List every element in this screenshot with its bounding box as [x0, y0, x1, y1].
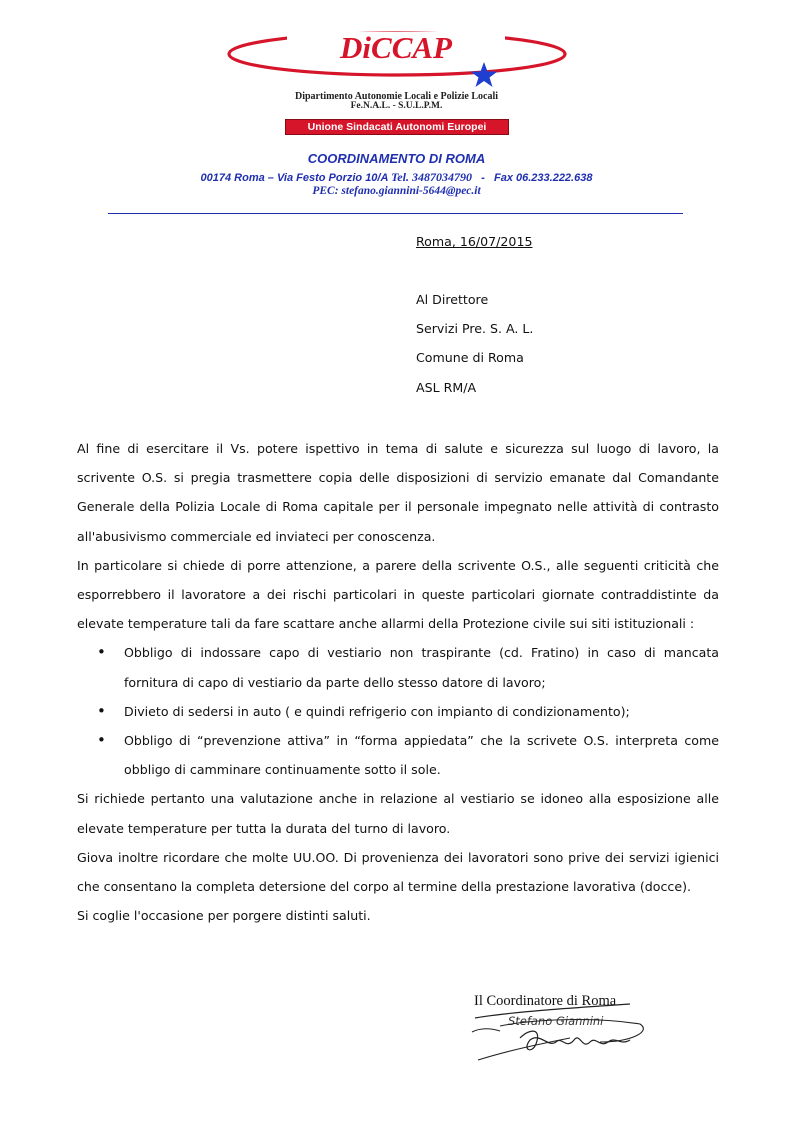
list-item-text: Divieto di sedersi in auto ( e quindi refrigerio con impianto di condizionamento);: [124, 703, 630, 719]
recipient-line: Comune di Roma: [416, 350, 524, 365]
recipient-line: Al Direttore: [416, 292, 489, 307]
bullet-icon: •: [97, 701, 106, 720]
list-item-text: Obbligo di “prevenzione attiva” in “forma appiedata” che la scrivete O.S. interpreta come obbligo di camminare continuamente sotto il sole.: [124, 733, 719, 778]
diccap-logo: [225, 28, 570, 90]
telephone: Tel. 3487034790: [391, 170, 472, 184]
pec-address: PEC: stefano.giannini-5644@pec.it: [312, 185, 481, 197]
list-item: [77, 638, 719, 696]
logo-wordmark: DiCCAP: [340, 30, 452, 65]
coordination-title: COORDINAMENTO DI ROMA: [307, 151, 486, 166]
fax: Fax 06.233.222.638: [493, 172, 593, 184]
letter-date: Roma, 16/07/2015: [416, 234, 533, 249]
contact-line: [0, 170, 793, 185]
bullet-icon: •: [97, 643, 106, 662]
handwritten-signature: [470, 998, 655, 1068]
body-paragraph: Si richiede pertanto una valutazione anche in relazione al vestiario se idoneo alla esposizione alle elevate temperature per tutta la durata del turno di lavoro.: [77, 791, 719, 836]
department-name: Dipartimento Autonomie Locali e Polizie Locali: [294, 91, 499, 102]
signature-title: Il Coordinatore di Roma: [474, 993, 617, 1009]
address: 00174 Roma – Via Festo Porzio 10/A: [200, 172, 389, 184]
bullet-icon: •: [97, 731, 106, 750]
union-banner: Unione Sindacati Autonomi Europei: [285, 119, 509, 135]
list-item: [77, 726, 719, 784]
federation-name: Fe.N.A.L. - S.U.L.P.M.: [350, 101, 443, 111]
signature-name: Stefano Giannini: [508, 1014, 604, 1028]
body-paragraph: In particolare si chiede di porre attenzione, a parere della scrivente O.S., alle seguenti criticità che esporrebbero il lavoratore a dei rischi particolari in queste particolari giornate contraddistinte da elevate temperature tali da fare scattare anche allarmi della Protezione civile sui siti istituzionali :: [77, 557, 719, 632]
letter-body: [77, 434, 719, 930]
list-item: [77, 697, 719, 726]
list-item-text: Obbligo di indossare capo di vestiario non traspirante (cd. Fratino) in caso di mancata fornitura di capo di vestiario da parte dello stesso datore di lavoro;: [124, 645, 719, 690]
recipient-line: Servizi Pre. S. A. L.: [416, 321, 534, 336]
separator: -: [481, 172, 485, 184]
header-divider: [108, 213, 683, 214]
body-paragraph: Giova inoltre ricordare che molte UU.OO. Di provenienza dei lavoratori sono prive dei servizi igienici che consentano la completa detersione del corpo al termine della prestazione lavorativa (docce).: [77, 849, 719, 895]
recipient-line: ASL RM/A: [416, 380, 477, 395]
body-paragraph: Si coglie l'occasione per porgere distinti saluti.: [77, 908, 371, 924]
criticality-list: [77, 638, 719, 784]
body-paragraph: Al fine di esercitare il Vs. potere ispettivo in tema di salute e sicurezza sul luogo di lavoro, la scrivente O.S. si pregia trasmettere copia delle disposizioni di servizio emanate dal Comandante Generale della Polizia Locale di Roma capitale per il personale impegnato nelle attività di contrasto all'abusivismo commerciale ed inviateci per conoscenza.: [77, 441, 719, 544]
